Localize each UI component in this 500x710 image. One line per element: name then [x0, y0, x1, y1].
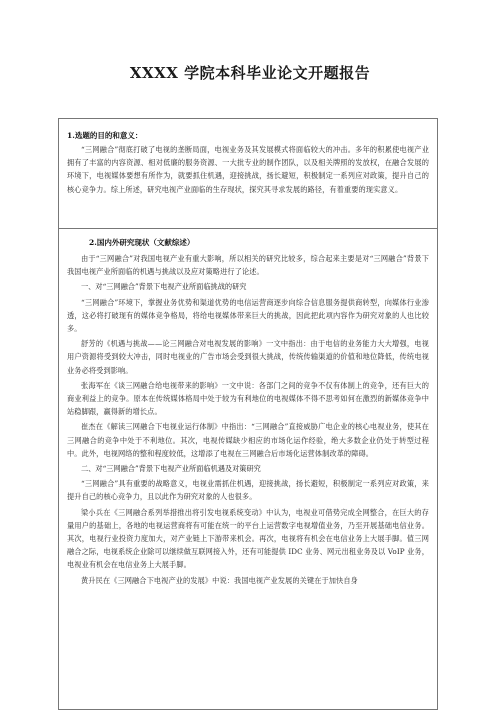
section-purpose-heading: 1.选题的目的和意义：: [67, 131, 143, 140]
section-literature-review: [59, 229, 437, 709]
section-purpose-body: “三网融合”彻底打破了电视的垄断局面，电视业务及其发展模式将面临较大的冲击。多年的积累使电视产业拥有了丰富的内容资源、相对低廉的服务资源、一大批专业的制作团队，以及相关牌照的发放权，在融合发展的环境下，电视媒体要想有所作为，就要抓住机遇，迎接挑战，扬长避短，积极制定一系列应对政策，提升自己的核心竞争力。综上所述，研究电视产业面临的生存现状，探究其寻求发展的路径，有着重要的现实意义。: [67, 145, 429, 194]
literature-intro-paragraph: 由于“三网融合”对我国电视产业有重大影响，所以相关的研究比较多，综合起来主要是对“三网融合”背景下我国电视产业所面临的机遇与挑战以及应对策略进行了论述。: [67, 254, 429, 277]
section-literature-heading: 2.国内外研究现状（文献综述）: [89, 238, 195, 247]
paragraph-liangxiaobing: 梁小兵在《三网融合系列举措推出将引发电视系统变动》中认为，电视业可借势完成全网整合，在巨大的存量用户的基础上，各地的电视运营商将有可能在统一的平台上运营数字电视增值业务，乃至开展基础电信业务。其次，电视行业投资力度加大，对产业链上下游带来机会。再次，电视将有机会在电信业务上大展手脚。值三网融合之际，电视系统企业除可以继续做互联网接入外，还有可能提供 IDC 业务、网元出租业务及以 VoIP 业务，电视业有机会在电信业务上大展手脚。: [67, 507, 429, 570]
subheading-opportunities: 二、对“三网融合”背景下电视产业所面临机遇及对策研究: [81, 464, 261, 474]
paragraph-shufang: 舒芳的《机遇与挑战——论三网融合对电视发展的影响》一文中指出：由于电信的业务能力大大增强，电视用户资源将受到较大冲击，同时电视业的广告市场会受到很大挑战，传统传输渠道的价值和地位降低，传统电视业务必将受到影响。: [67, 339, 429, 375]
report-table: [58, 118, 438, 710]
paragraph-huangshengmin: 黄升民在《三网融合下电视产业的发展》中说：我国电视产业发展的关键在于加快自身: [81, 575, 358, 585]
paragraph-cuijie: 崔杰在《解读三网融合下电视业运行体制》中指出：“三网融合”直接威胁广电企业的核心电视业务，使其在三网融合的竞争中处于不利地位。其次，电视传媒缺少相应的市场化运作经验，绝大多数企业仍处于转型过程中。此外，电视网络的整和程度较低，这增添了电视在三网融合后市场化运营体制改革的障碍。: [67, 422, 429, 458]
page-title: XXXX 学院本科毕业论文开题报告: [129, 64, 371, 82]
paragraph-opportunities-overview: “三网融合”具有重要的战略意义，电视业需抓住机遇，迎接挑战，扬长避短，积极制定一系列应对政策，来提升自己的核心竞争力，且以此作为研究对象的人也很多。: [67, 479, 429, 502]
paragraph-zhanghaijun: 张海军在《谈三网融合给电视带来的影响》一文中说：各部门之间的竞争不仅有体制上的竞争，还有巨大的商业利益上的竞争。原本在传统媒体格局中处于较为有利地位的电视媒体不得不思考如何在激烈的新媒体竞争中站稳脚跟，赢得新的增长点。: [67, 380, 429, 417]
subheading-challenges: 一、对“三网融合”背景下电视产业所面临挑战的研究: [81, 282, 247, 292]
section-purpose: [59, 119, 437, 229]
paragraph-challenges-overview: “三网融合”环境下，掌握业务优势和渠道优势的电信运营商逐步向综合信息服务提供商转型，向媒体行业渗透，这必将打破现有的媒体竞争格局，将给电视媒体带来巨大的挑战，因此把此项内容作为研究对象的人也比较多。: [67, 297, 429, 334]
